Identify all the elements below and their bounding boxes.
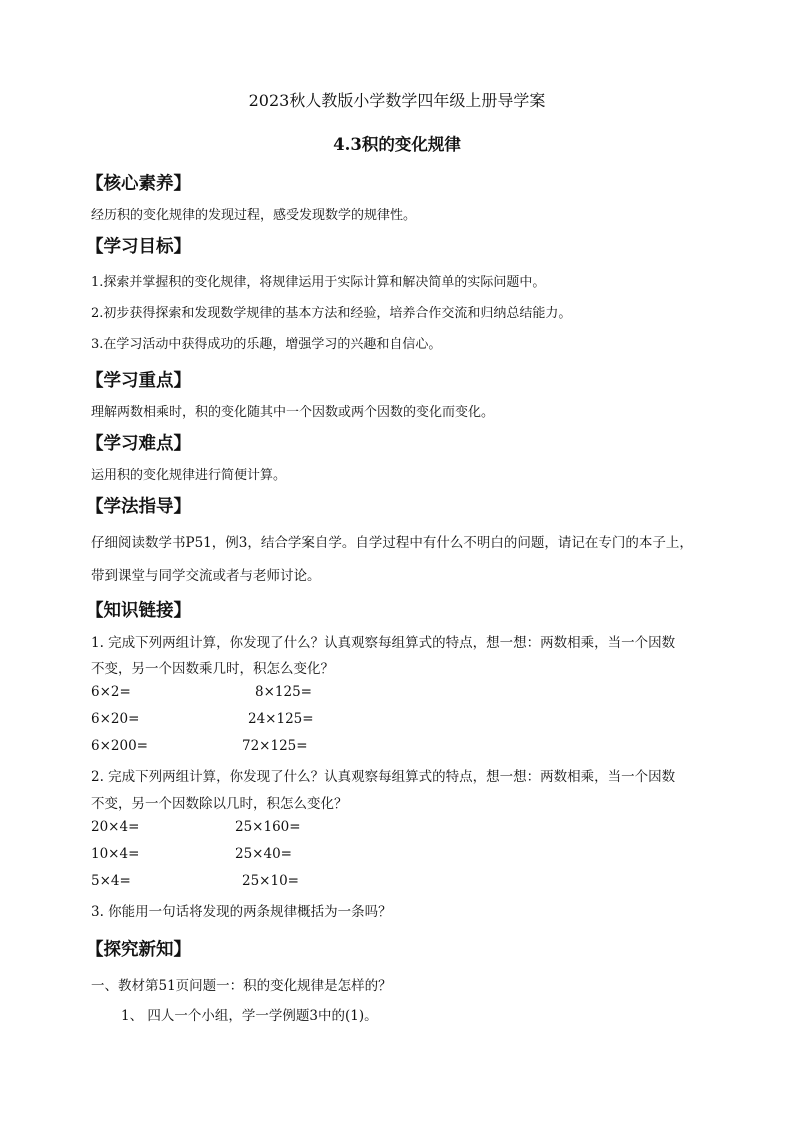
- calc-left: 20×4=: [91, 819, 140, 835]
- heading-explore: 【探究新知】: [86, 940, 191, 960]
- calc-left: 6×200=: [91, 738, 148, 754]
- method-line-2: 带到课堂与同学交流或者与老师讨论。: [91, 568, 321, 584]
- calc-right: 8×125=: [255, 684, 312, 700]
- calc-right: 25×40=: [235, 846, 292, 862]
- core-text: 经历积的变化规律的发现过程，感受发现数学的规律性。: [91, 208, 417, 223]
- heading-method: 【学法指导】: [86, 497, 191, 517]
- question-1-line-2: 不变，另一个因数乘几时，积怎么变化？: [91, 661, 334, 677]
- difficulty-text: 运用积的变化规律进行简便计算。: [91, 468, 287, 483]
- calc-left: 5×4=: [91, 873, 131, 889]
- calc-right: 25×160=: [235, 819, 301, 835]
- question-2-line-2: 不变，另一个因数除以几时，积怎么变化？: [91, 796, 348, 812]
- calc-right: 24×125=: [248, 711, 314, 727]
- question-3: 3. 你能用一句话将发现的两条规律概括为一条吗？: [91, 904, 392, 920]
- heading-difficulty: 【学习难点】: [86, 434, 191, 454]
- heading-goals: 【学习目标】: [86, 237, 191, 257]
- goal-item-2: 2.初步获得探索和发现数学规律的基本方法和经验，培养合作交流和归纳总结能力。: [91, 306, 572, 321]
- calc-right: 25×10=: [242, 873, 299, 889]
- question-2-line-1: 2. 完成下列两组计算，你发现了什么？认真观察每组算式的特点，想一想：两数相乘，当一个因数: [91, 769, 676, 785]
- heading-core: 【核心素养】: [86, 174, 191, 194]
- explore-line-1: 一、教材第51页问题一：积的变化规律是怎样的？: [91, 978, 392, 994]
- goal-item-1: 1.探索并掌握积的变化规律，将规律运用于实际计算和解决简单的实际问题中。: [91, 275, 546, 290]
- heading-link: 【知识链接】: [86, 601, 191, 621]
- heading-key: 【学习重点】: [86, 371, 191, 391]
- key-text: 理解两数相乘时，积的变化随其中一个因数或两个因数的变化而变化。: [91, 405, 495, 420]
- calc-left: 10×4=: [91, 846, 140, 862]
- calc-left: 6×2=: [91, 684, 131, 700]
- explore-line-2: 1、 四人一个小组，学一学例题3中的(1)。: [121, 1008, 378, 1024]
- calc-left: 6×20=: [91, 711, 140, 727]
- document-title: 2023秋人教版小学数学四年级上册导学案: [248, 91, 546, 110]
- question-1-line-1: 1. 完成下列两组计算，你发现了什么？认真观察每组算式的特点，想一想：两数相乘，当一个因数: [91, 635, 676, 651]
- lesson-title: 4.3积的变化规律: [333, 135, 461, 154]
- goal-item-3: 3.在学习活动中获得成功的乐趣，增强学习的兴趣和自信心。: [91, 337, 442, 352]
- calc-right: 72×125=: [242, 738, 308, 754]
- method-line-1: 仔细阅读数学书P51，例3，结合学案自学。自学过程中有什么不明白的问题，请记在专门的本子上，: [91, 535, 693, 551]
